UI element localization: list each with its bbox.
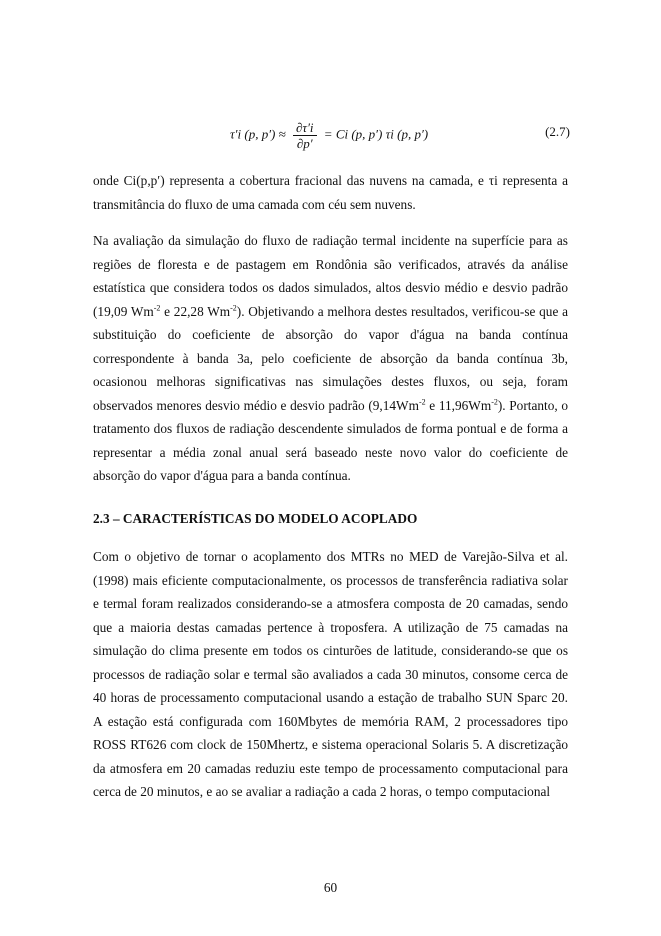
equation-2-7: [230, 112, 570, 152]
section-heading: 2.3 – CARACTERÍSTICAS DO MODELO ACOPLADO: [93, 511, 418, 526]
equation-fraction: [293, 120, 317, 151]
paragraph-where: onde Ci(p,p′) representa a cobertura fracional das nuvens na camada, e τi representa a transmitância do fluxo de uma camada com céu sem nuvens.: [93, 173, 568, 212]
paragraph-model: Com o objetivo de tornar o acoplamento dos MTRs no MED de Varejão-Silva et al. (1998) mais eficiente computacionalmente, os processos de transferência radiativa solar e termal foram realizados considerando-se a atmosfera composta de 20 camadas, sendo que a maioria destas camadas pertence à troposfera. A utilização de 75 camadas na simulação do clima presente em todos os cinturões de latitude, considerando-se que os processos de radiação solar e termal são avaliados a cada 30 minutos, consome cerca de 40 horas de processamento computacional usando a estação de trabalho SUN Sparc 20. A estação está configurada com 160Mbytes de memória RAM, 2 processadores tipo ROSS RT626 com clock de 150Mhertz, e sistema operacional Solaris 5. A discretização da atmosfera em 20 camadas reduziu este tempo de processamento computacional para cerca de 20 minutos, e ao se avaliar a radiação a cada 2 horas, o tempo computacional: [93, 549, 568, 799]
paragraph-evaluation: Na avaliação da simulação do fluxo de radiação termal incidente na superfície para as regiões de floresta e de pastagem em Rondônia são verificados, através da análise estatística que considera todos os dados simulados, altos desvio médio e desvio padrão (19,09 $Wm^{-2}$ e 22,28 $Wm^{-2}$). Objetivando a melhora destes resultados, verificou-se que a substituição do coeficiente de absorção do vapor d'água na banda contínua correspondente à banda 3a, pelo coeficiente de absorção da banda contínua 3b, ocasionou melhoras significativas nas simulações destes fluxos, ou seja, foram observados menores desvio médio e desvio padrão ($9,14Wm^{-2}$ e $11,96Wm^{-2}$). Portanto, o tratamento dos fluxos de radiação descendente simulados de forma pontual e de forma a representar a média zonal anual será baseado neste novo valor do coeficiente de absorção do vapor d'água para a banda contínua.: [93, 233, 568, 483]
equation-rhs: = Ci (p, p′) τi (p, p′): [323, 126, 429, 142]
equation-number: (2.7): [545, 124, 570, 139]
fraction-numerator: ∂τ′i: [293, 120, 317, 136]
page-number: 60: [323, 880, 338, 895]
fraction-denominator: ∂p′: [296, 136, 313, 151]
equation-body: [230, 120, 428, 151]
equation-lhs: τ′i (p, p′) ≈: [230, 126, 286, 142]
